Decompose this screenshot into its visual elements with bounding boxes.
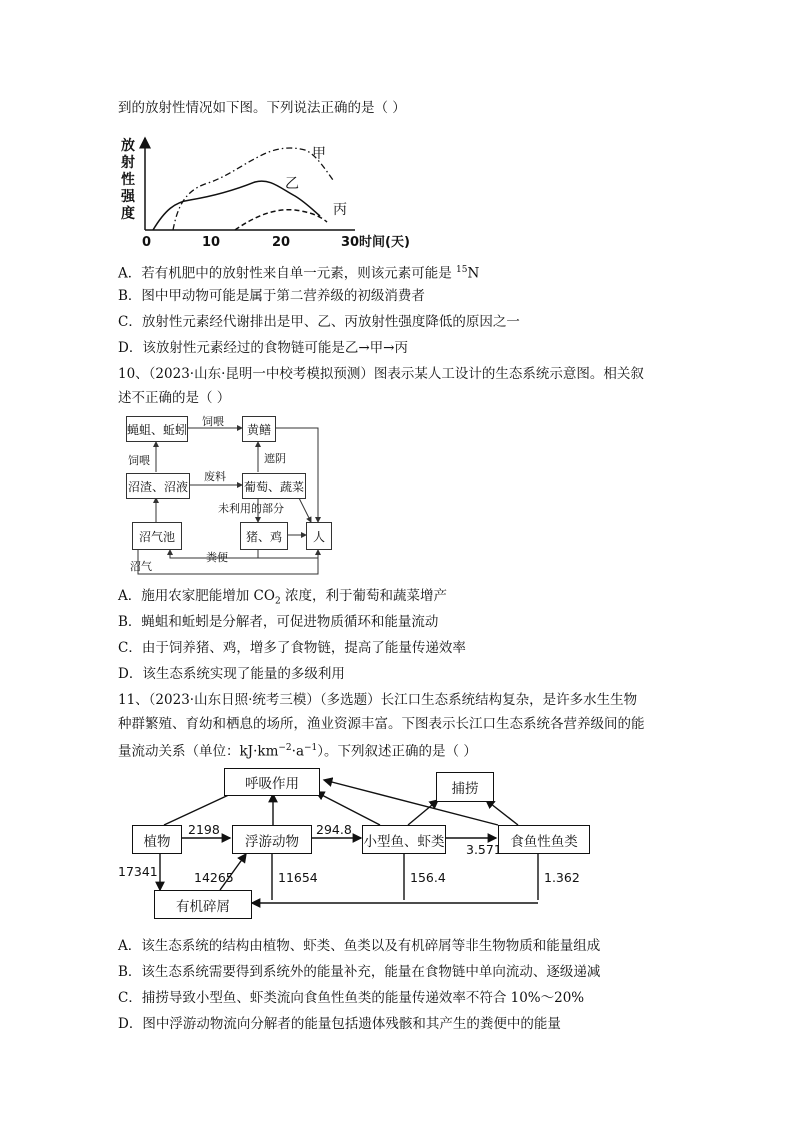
label-dung: 粪便 — [206, 551, 228, 564]
q11-stem-line3 — [118, 738, 477, 762]
label-feed-1: 饲喂 — [202, 415, 224, 428]
box-respiration: 呼吸作用 — [224, 768, 320, 796]
q11-option-d: D．图中浮游动物流向分解者的能量包括遗体残骸和其产生的粪便中的能量 — [118, 1016, 561, 1032]
q9-option-a — [118, 260, 479, 284]
y-axis-label-4: 强 — [121, 189, 135, 205]
q11-stem-mid: ·a — [291, 743, 304, 760]
q10-option-d: D．该生态系统实现了能量的多级利用 — [118, 666, 345, 682]
box-grapes-vegetables: 葡萄、蔬菜 — [242, 473, 306, 499]
box-human: 人 — [306, 522, 332, 550]
y-axis-label-5: 度 — [121, 206, 135, 222]
x-tick-30: 30 — [341, 235, 360, 250]
curve-jia — [173, 148, 333, 230]
value-small-carn: 3.571 — [466, 842, 502, 857]
box-pigs-chickens: 猪、鸡 — [240, 522, 288, 550]
q10-option-a-post: 浓度，利于葡萄和蔬菜增产 — [280, 588, 447, 604]
curve-label-bing: 丙 — [333, 202, 347, 218]
q11-option-a: A．该生态系统的结构由植物、虾类、鱼类以及有机碎屑等非生物物质和能量组成 — [118, 938, 601, 954]
box-fishing: 捕捞 — [436, 772, 494, 802]
q11-stem-line1: 11、（2023·山东日照·统考三模）（多选题）长江口生态系统结构复杂，是许多水生生物 — [118, 692, 638, 708]
q10-stem-line1: 10、（2023·山东·昆明一中校考模拟预测）图表示某人工设计的生态系统示意图。相关叙 — [118, 366, 644, 382]
q11-option-c: C．捕捞导致小型鱼、虾类流向食鱼性鱼类的能量传递效率不符合 10%～20% — [118, 990, 585, 1006]
q11-stem-line2: 种群繁殖、育幼和栖息的场所，渔业资源丰富。下图表示长江口生态系统各营养级间的能 — [118, 716, 645, 732]
value-carn-detritus: 1.362 — [544, 870, 580, 885]
x-tick-10: 10 — [202, 235, 221, 250]
box-small-fish-shrimp: 小型鱼、虾类 — [362, 825, 446, 854]
box-carnivorous-fish: 食鱼性鱼类 — [498, 825, 590, 854]
label-feed-2: 饲喂 — [128, 454, 150, 467]
q10-option-b: B．蝇蛆和蚯蚓是分解者，可促进物质循环和能量流动 — [118, 614, 439, 630]
q10-stem-line2: 述不正确的是（ ） — [118, 390, 231, 406]
q11-stem-sup1: −2 — [278, 743, 292, 753]
q10-diagram — [118, 410, 338, 582]
value-zoo-detritus: 11654 — [278, 870, 318, 885]
value-detritus-zoo: 14265 — [194, 870, 234, 885]
intro-line: 到的放射性情况如下图。下列说法正确的是（ ） — [118, 100, 406, 116]
q11-stem-line3-pre: 量流动关系（单位：kJ·km — [118, 743, 279, 760]
q9-option-a-sup: 15 — [456, 265, 468, 275]
box-eel: 黄鳝 — [242, 416, 276, 442]
label-shade: 遮阴 — [264, 452, 286, 465]
value-plant-zoo: 2198 — [188, 822, 220, 837]
q9-option-b: B．图中甲动物可能是属于第二营养级的初级消费者 — [118, 288, 425, 304]
q10-option-a-sub: 2 — [274, 596, 281, 607]
q11-option-b: B．该生态系统需要得到系统外的能量补充，能量在食物链中单向流动、逐级递减 — [118, 964, 601, 980]
q9-option-d: D．该放射性元素经过的食物链可能是乙→甲→丙 — [118, 340, 408, 356]
box-zooplankton: 浮游动物 — [232, 825, 312, 854]
q11-stem-sup2: −1 — [304, 743, 318, 753]
value-plant-detritus: 17341 — [118, 864, 158, 879]
q9-option-c: C．放射性元素经代谢排出是甲、乙、丙放射性强度降低的原因之一 — [118, 314, 520, 330]
q11-stem-line3-post: ）。下列叙述正确的是（ ） — [317, 743, 477, 760]
curve-bing — [235, 210, 327, 230]
label-unused: 未利用的部分 — [218, 502, 284, 515]
curve-label-jia: 甲 — [312, 146, 326, 162]
box-plant: 植物 — [132, 825, 182, 854]
q9-option-a-post: N — [467, 265, 480, 282]
q9-option-a-text: A．若有机肥中的放射性来自单一元素，则该元素可能是 — [118, 265, 457, 282]
radioactivity-chart — [115, 130, 410, 250]
q10-option-c: C．由于饲养猪、鸡，增多了食物链，提高了能量传递效率 — [118, 640, 466, 656]
curve-label-yi: 乙 — [285, 176, 299, 192]
value-zoo-small: 294.8 — [316, 822, 352, 837]
y-axis-label-2: 射 — [121, 155, 135, 171]
box-flies-earthworms: 蝇蛆、蚯蚓 — [126, 416, 188, 442]
y-axis-label-3: 性 — [121, 172, 135, 188]
box-organic-detritus: 有机碎屑 — [154, 890, 252, 919]
x-axis-label: 时间(天) — [359, 235, 410, 250]
label-gas: 沼气 — [130, 560, 152, 573]
box-residue: 沼渣、沼液 — [126, 473, 190, 499]
box-biogas: 沼气池 — [132, 522, 182, 550]
x-tick-0: 0 — [142, 235, 152, 250]
y-axis-label-1: 放 — [121, 138, 135, 154]
x-tick-20: 20 — [272, 235, 291, 250]
q10-option-a — [118, 586, 447, 612]
q10-option-a-text: A．施用农家肥能增加 CO — [118, 588, 275, 604]
label-waste: 废料 — [204, 470, 226, 483]
value-small-detritus: 156.4 — [410, 870, 446, 885]
q11-energy-flow-diagram — [118, 762, 618, 924]
